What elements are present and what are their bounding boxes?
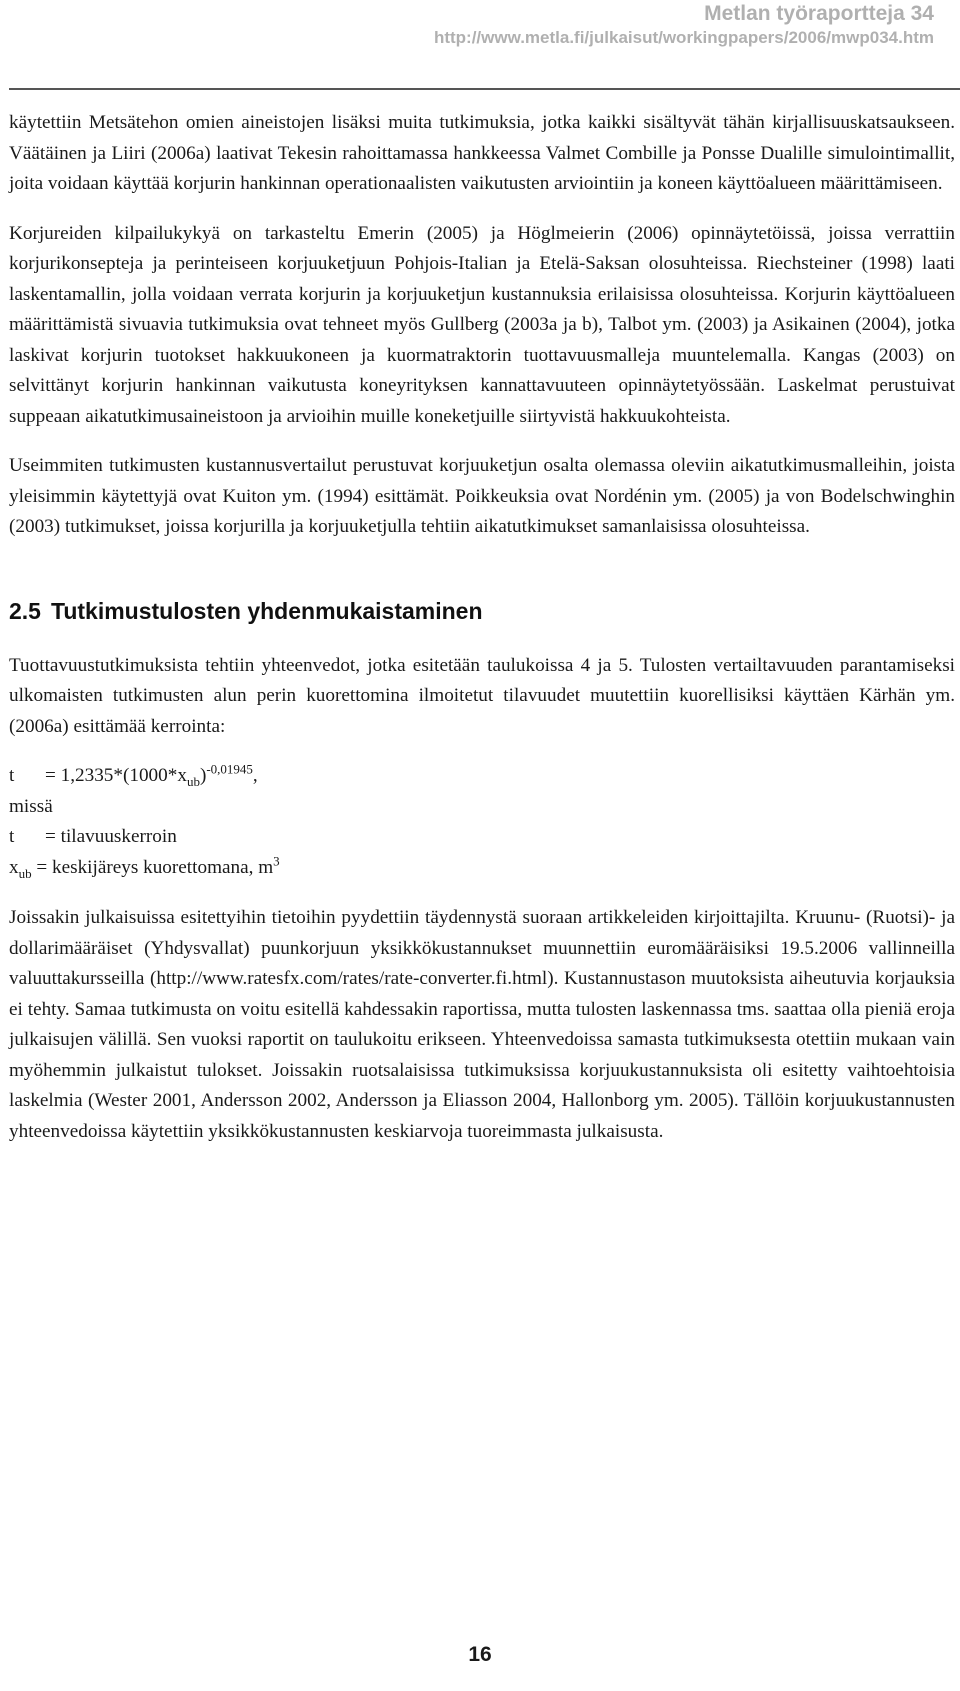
- header-divider: [9, 88, 960, 90]
- formula-lhs: t: [9, 765, 15, 786]
- def1-text: = tilavuuskerroin: [45, 826, 177, 847]
- page-number: 16: [468, 1643, 492, 1666]
- section-title: Tutkimustulosten yhdenmukaistaminen: [50, 597, 483, 624]
- formula-where: missä: [9, 795, 53, 817]
- series-title: Metlan työraportteja 34: [704, 2, 934, 25]
- def2-sub: ub: [18, 865, 32, 881]
- formula-definition-xub: [9, 853, 955, 884]
- formula-rhs-close: ): [199, 765, 207, 786]
- formula-rhs-end: ,: [252, 765, 258, 786]
- document-body: [9, 108, 955, 1166]
- page-header: [434, 0, 934, 49]
- def2-text: = keskijäreys kuorettomana, m: [31, 856, 274, 878]
- def1-symbol: t: [9, 826, 15, 847]
- section-number: 2.5: [9, 597, 41, 624]
- section-heading: [9, 597, 955, 625]
- def2-symbol: x: [9, 856, 19, 878]
- formula-definition-t: [9, 822, 955, 853]
- formula-rhs-prefix: = 1,2335*(1000*x: [45, 765, 187, 786]
- def2-sup: 3: [273, 853, 280, 869]
- paragraph-3: Useimmiten tutkimusten kustannusvertailut perustuvat korjuuketjun osalta olemassa oleviin aikatutkimusmalleihin, joista yleisimmin käytettyjä ovat Kuiton ym. (1994) esittämät. Poikkeuksia ovat Nordénin ym. (2005) ja von Bodelschwinghin (2003) tutkimukset, joissa korjurilla ja korjuuketjulla tehtiin aikatutkimukset samanlaisissa olosuhteissa.: [9, 455, 955, 537]
- header-url[interactable]: http://www.metla.fi/julkaisut/workingpapers/2006/mwp034.htm: [433, 28, 934, 47]
- paragraph-intro: Tuottavuustutkimuksista tehtiin yhteenvedot, jotka esitetään taulukoissa 4 ja 5. Tulosten vertailtavuuden parantamiseksi ulkomaisten tutkimusten alun perin kuorettomina ilmoitetut tilavuudet muutettiin kuorellisiksi käyttäen Kärhän ym. (2006a) esittämää kerrointa:: [9, 654, 955, 737]
- formula-equation: [9, 761, 955, 792]
- formula-block: [9, 761, 955, 883]
- paragraph-2: Korjureiden kilpailukykyä on tarkasteltu Emerin (2005) ja Höglmeierin (2006) opinnäytetöissä, joissa verrattiin korjurikonsepteja ja perinteiseen korjuuketjuun Pohjois-Italian ja Etelä-Saksan olosuhteissa. Riechsteiner (1998) laati laskentamallin, jolla voidaan verrata korjurin ja korjuuketjun kustannuksia erilaisissa olosuhteissa. Korjurin käyttöalueen määrittämistä sivuavia tutkimuksia ovat tehneet myös Gullberg (2003a ja b), Talbot ym. (2003) ja Asikainen (2004), jotka laskivat korjurin tuotokset hakkuukoneen ja kuormatraktorin tuottavuusmalleja muuntelemalla. Kangas (2003) on selvittänyt korjurin hankinnan vaikutusta koneyrityksen kannattavuuteen opinnäytetyössään. Laskelmat perustuivat suppeaan aikatutkimusaineistoon ja arvioihin muille koneketjuille siirtyvistä hakkuukohteista.: [9, 222, 955, 427]
- paragraph-final: Joissakin julkaisuissa esitettyihin tietoihin pyydettiin täydennystä suoraan artikkeleiden kirjoittajilta. Kruunu- (Ruotsi)- ja dollarimääräiset (Yhdysvallat) puunkorjuun yksikkökustannukset muunnettiin euromääräisiksi 19.5.2006 vallinneilla valuuttakursseilla (http://www.ratesfx.com/rates/rate-converter.fi.html). Kustannustason muutoksista aiheutuvia korjauksia ei tehty. Samaa tutkimusta on voitu esitellä kahdessakin raportissa, mutta tulosten laskennassa tms. saattaa olla pieniä eroja julkaisujen välillä. Sen vuoksi raportit on taulukoitu erikseen. Yhteenvedoissa samasta tutkimuksesta otettiin mukaan vain myöhemmin julkaistut tulokset. Joissakin ruotsalaisissa tutkimuksissa korjuukustannuksista oli esitetty vaihtoehtoisia laskelmia (Wester 2001, Andersson 2002, Andersson ja Eliasson 2004, Hallonborg ym. 2005). Tällöin korjuukustannusten yhteenvedoissa käytettiin yksikkökustannusten keskiarvoja tuoreimmasta julkaisusta.: [9, 907, 955, 1142]
- formula-exponent: -0,01945: [206, 761, 253, 777]
- paragraph-1: käytettiin Metsätehon omien aineistojen lisäksi muita tutkimuksia, jotka kaikki sisältyvät tähän kirjallisuuskatsaukseen. Väätäinen ja Liiri (2006a) laativat Tekesin rahoittamassa hankkeessa Valmet Combille ja Ponsse Dualille simulointimallit, joita voidaan käyttää korjurin hankinnan operationaalisten vaikutusten arviointiin ja koneen käyttöalueen määrittämiseen.: [9, 112, 955, 194]
- formula-rhs-sub: ub: [186, 773, 200, 789]
